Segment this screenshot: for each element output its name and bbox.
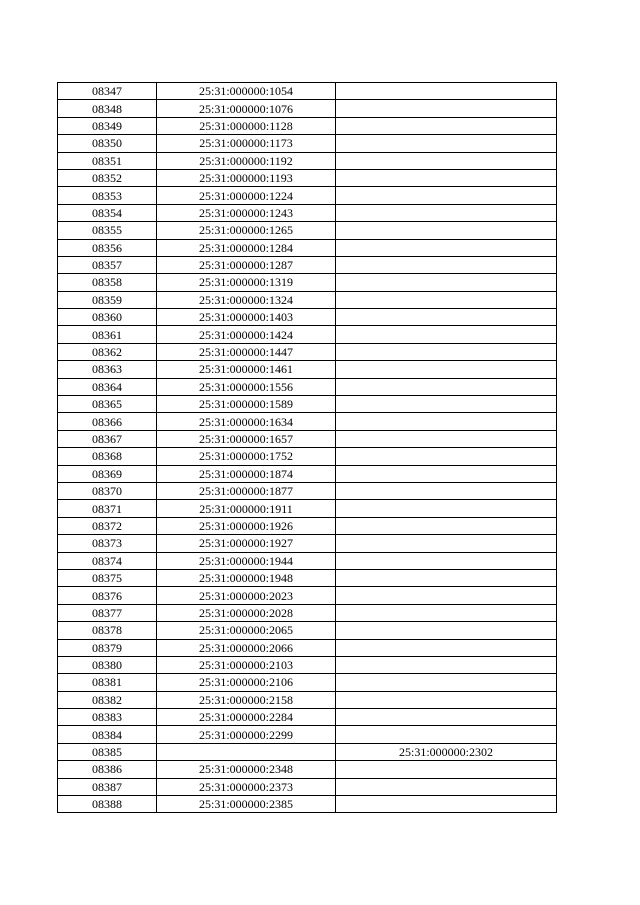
table-row: [58, 726, 557, 743]
cadastral-number-cell: 25:31:000000:1657: [157, 430, 336, 447]
table-row: [58, 343, 557, 360]
cadastral-number-cell: 25:31:000000:2103: [157, 656, 336, 673]
extra-cadastral-number-cell: [336, 517, 557, 534]
extra-cadastral-number-cell: [336, 343, 557, 360]
record-number-cell: 08362: [58, 343, 157, 360]
table-row: [58, 709, 557, 726]
extra-cadastral-number-cell: [336, 500, 557, 517]
record-number-cell: 08351: [58, 152, 157, 169]
extra-cadastral-number-cell: [336, 587, 557, 604]
cadastral-number-cell: 25:31:000000:1173: [157, 135, 336, 152]
table-row: [58, 378, 557, 395]
record-number-cell: 08349: [58, 117, 157, 134]
extra-cadastral-number-cell: [336, 326, 557, 343]
extra-cadastral-number-cell: [336, 309, 557, 326]
record-number-cell: 08380: [58, 656, 157, 673]
extra-cadastral-number-cell: [336, 482, 557, 499]
table-row: [58, 604, 557, 621]
extra-cadastral-number-cell: [336, 656, 557, 673]
cadastral-number-cell: 25:31:000000:1319: [157, 274, 336, 291]
record-number-cell: 08385: [58, 743, 157, 760]
extra-cadastral-number-cell: [336, 569, 557, 586]
cadastral-number-cell: 25:31:000000:2385: [157, 796, 336, 813]
extra-cadastral-number-cell: [336, 187, 557, 204]
extra-cadastral-number-cell: [336, 726, 557, 743]
record-number-cell: 08350: [58, 135, 157, 152]
extra-cadastral-number-cell: [336, 465, 557, 482]
record-number-cell: 08376: [58, 587, 157, 604]
cadastral-number-cell: 25:31:000000:1948: [157, 569, 336, 586]
table-row: [58, 691, 557, 708]
extra-cadastral-number-cell: [336, 604, 557, 621]
extra-cadastral-number-cell: [336, 796, 557, 813]
record-number-cell: 08354: [58, 204, 157, 221]
record-number-cell: 08365: [58, 396, 157, 413]
cadastral-number-cell: [157, 743, 336, 760]
cadastral-number-cell: 25:31:000000:1634: [157, 413, 336, 430]
table-row: [58, 204, 557, 221]
extra-cadastral-number-cell: [336, 361, 557, 378]
table-row: [58, 778, 557, 795]
cadastral-number-cell: 25:31:000000:1927: [157, 535, 336, 552]
cadastral-number-cell: 25:31:000000:1911: [157, 500, 336, 517]
record-number-cell: 08359: [58, 291, 157, 308]
table-row: [58, 448, 557, 465]
table-row: [58, 761, 557, 778]
cadastral-number-cell: 25:31:000000:2106: [157, 674, 336, 691]
extra-cadastral-number-cell: [336, 256, 557, 273]
record-number-cell: 08356: [58, 239, 157, 256]
extra-cadastral-number-cell: 25:31:000000:2302: [336, 743, 557, 760]
cadastral-number-cell: 25:31:000000:2023: [157, 587, 336, 604]
extra-cadastral-number-cell: [336, 239, 557, 256]
extra-cadastral-number-cell: [336, 622, 557, 639]
record-number-cell: 08382: [58, 691, 157, 708]
record-number-cell: 08357: [58, 256, 157, 273]
record-number-cell: 08353: [58, 187, 157, 204]
table-row: [58, 326, 557, 343]
table-row: [58, 309, 557, 326]
cadastral-number-cell: 25:31:000000:1403: [157, 309, 336, 326]
cadastral-number-cell: 25:31:000000:2158: [157, 691, 336, 708]
cadastral-number-cell: 25:31:000000:1874: [157, 465, 336, 482]
cadastral-number-cell: 25:31:000000:1287: [157, 256, 336, 273]
cadastral-number-cell: 25:31:000000:1461: [157, 361, 336, 378]
cadastral-number-cell: 25:31:000000:2373: [157, 778, 336, 795]
record-number-cell: 08377: [58, 604, 157, 621]
record-number-cell: 08355: [58, 222, 157, 239]
table-row: [58, 239, 557, 256]
record-number-cell: 08348: [58, 100, 157, 117]
table-row: [58, 222, 557, 239]
table-row: [58, 169, 557, 186]
record-number-cell: 08371: [58, 500, 157, 517]
table-row: [58, 117, 557, 134]
table-row: [58, 535, 557, 552]
cadastral-number-cell: 25:31:000000:1424: [157, 326, 336, 343]
record-number-cell: 08370: [58, 482, 157, 499]
table-row: [58, 100, 557, 117]
table-row: [58, 517, 557, 534]
record-number-cell: 08378: [58, 622, 157, 639]
cadastral-number-cell: 25:31:000000:1752: [157, 448, 336, 465]
table-row: [58, 569, 557, 586]
cadastral-number-cell: 25:31:000000:1054: [157, 83, 336, 100]
registry-table: [57, 82, 557, 813]
record-number-cell: 08363: [58, 361, 157, 378]
record-number-cell: 08366: [58, 413, 157, 430]
record-number-cell: 08369: [58, 465, 157, 482]
extra-cadastral-number-cell: [336, 413, 557, 430]
record-number-cell: 08347: [58, 83, 157, 100]
record-number-cell: 08386: [58, 761, 157, 778]
cadastral-number-cell: 25:31:000000:1447: [157, 343, 336, 360]
cadastral-number-cell: 25:31:000000:1243: [157, 204, 336, 221]
table-row: [58, 587, 557, 604]
cadastral-number-cell: 25:31:000000:1284: [157, 239, 336, 256]
cadastral-number-cell: 25:31:000000:1128: [157, 117, 336, 134]
table-row: [58, 152, 557, 169]
table-row: [58, 482, 557, 499]
table-row: [58, 83, 557, 100]
record-number-cell: 08364: [58, 378, 157, 395]
extra-cadastral-number-cell: [336, 761, 557, 778]
cadastral-number-cell: 25:31:000000:2284: [157, 709, 336, 726]
record-number-cell: 08381: [58, 674, 157, 691]
extra-cadastral-number-cell: [336, 100, 557, 117]
extra-cadastral-number-cell: [336, 709, 557, 726]
extra-cadastral-number-cell: [336, 778, 557, 795]
record-number-cell: 08387: [58, 778, 157, 795]
extra-cadastral-number-cell: [336, 135, 557, 152]
cadastral-number-cell: 25:31:000000:1193: [157, 169, 336, 186]
record-number-cell: 08388: [58, 796, 157, 813]
cadastral-number-cell: 25:31:000000:2065: [157, 622, 336, 639]
table-row: [58, 622, 557, 639]
record-number-cell: 08375: [58, 569, 157, 586]
cadastral-number-cell: 25:31:000000:1589: [157, 396, 336, 413]
extra-cadastral-number-cell: [336, 222, 557, 239]
record-number-cell: 08368: [58, 448, 157, 465]
extra-cadastral-number-cell: [336, 291, 557, 308]
extra-cadastral-number-cell: [336, 448, 557, 465]
registry-table-body: [58, 83, 557, 813]
record-number-cell: 08372: [58, 517, 157, 534]
table-row: [58, 135, 557, 152]
extra-cadastral-number-cell: [336, 152, 557, 169]
cadastral-number-cell: 25:31:000000:2299: [157, 726, 336, 743]
record-number-cell: 08373: [58, 535, 157, 552]
table-row: [58, 361, 557, 378]
cadastral-number-cell: 25:31:000000:2028: [157, 604, 336, 621]
record-number-cell: 08379: [58, 639, 157, 656]
extra-cadastral-number-cell: [336, 691, 557, 708]
record-number-cell: 08374: [58, 552, 157, 569]
table-row: [58, 639, 557, 656]
cadastral-number-cell: 25:31:000000:1944: [157, 552, 336, 569]
record-number-cell: 08367: [58, 430, 157, 447]
cadastral-number-cell: 25:31:000000:1324: [157, 291, 336, 308]
record-number-cell: 08383: [58, 709, 157, 726]
table-row: [58, 656, 557, 673]
table-row: [58, 500, 557, 517]
extra-cadastral-number-cell: [336, 430, 557, 447]
table-row: [58, 274, 557, 291]
extra-cadastral-number-cell: [336, 83, 557, 100]
record-number-cell: 08358: [58, 274, 157, 291]
cadastral-number-cell: 25:31:000000:2348: [157, 761, 336, 778]
record-number-cell: 08352: [58, 169, 157, 186]
table-row: [58, 256, 557, 273]
table-row: [58, 465, 557, 482]
cadastral-number-cell: 25:31:000000:1926: [157, 517, 336, 534]
table-row: [58, 187, 557, 204]
cadastral-number-cell: 25:31:000000:1556: [157, 378, 336, 395]
cadastral-number-cell: 25:31:000000:1224: [157, 187, 336, 204]
table-row: [58, 674, 557, 691]
table-row: [58, 743, 557, 760]
table-row: [58, 396, 557, 413]
extra-cadastral-number-cell: [336, 396, 557, 413]
extra-cadastral-number-cell: [336, 639, 557, 656]
cadastral-number-cell: 25:31:000000:2066: [157, 639, 336, 656]
extra-cadastral-number-cell: [336, 204, 557, 221]
cadastral-number-cell: 25:31:000000:1265: [157, 222, 336, 239]
table-row: [58, 413, 557, 430]
cadastral-number-cell: 25:31:000000:1076: [157, 100, 336, 117]
extra-cadastral-number-cell: [336, 117, 557, 134]
table-row: [58, 796, 557, 813]
record-number-cell: 08384: [58, 726, 157, 743]
extra-cadastral-number-cell: [336, 274, 557, 291]
cadastral-number-cell: 25:31:000000:1192: [157, 152, 336, 169]
table-row: [58, 291, 557, 308]
record-number-cell: 08360: [58, 309, 157, 326]
extra-cadastral-number-cell: [336, 378, 557, 395]
extra-cadastral-number-cell: [336, 674, 557, 691]
table-row: [58, 552, 557, 569]
extra-cadastral-number-cell: [336, 535, 557, 552]
extra-cadastral-number-cell: [336, 552, 557, 569]
table-row: [58, 430, 557, 447]
cadastral-number-cell: 25:31:000000:1877: [157, 482, 336, 499]
extra-cadastral-number-cell: [336, 169, 557, 186]
record-number-cell: 08361: [58, 326, 157, 343]
